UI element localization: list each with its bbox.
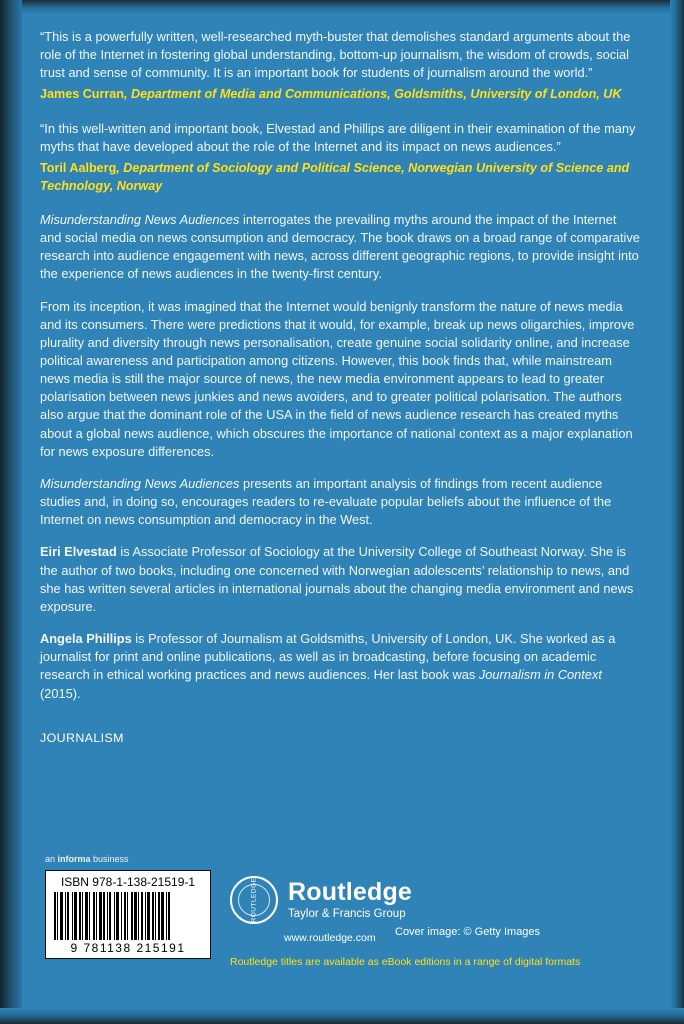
author-bio-text-2b: (2015). [40,685,81,701]
cover-text-content [40,28,640,745]
blurb-text-2: From its inception, it was imagined that the Internet would benignly transform the nature of news media and its consumers. There were predictions that it would, for example, break up news oligarchies, improve plurality and diversity through news personalisation, create genuine social solidarity online, and increase political awareness and participation among citizens. However, this book finds that, while mainstream news media is still the major source of news, the new media environment appears to lead to greater polarisation between news junkies and news avoiders, and to greater political polarisation. The authors also argue that the dominant role of the USA in the field of news audience research has created myths about a global news audience, which obscures the importance of national context as a major explanation for news exposure differences. [40,298,635,459]
author-book-title: Journalism in Context [478,667,602,683]
author-bio-text-1: is Associate Professor of Sociology at the University College of Southeast Norway. She is the author of two books, including one concerned with Norwegian adolescents’ relationship to news, and she has written several articles in international journals about the changing media environment and news exposure. [40,544,634,614]
scan-edge-right [670,0,684,1024]
author-bio-2 [40,630,640,703]
informa-prefix: an [45,854,58,864]
author-name-1: Eiri Elvestad [40,544,117,560]
author-bio-1 [40,543,640,616]
book-title-mention-2: Misunderstanding News Audiences [40,475,240,491]
endorser-name-1: James Curran [40,87,124,102]
ebook-availability-note: Routledge titles are available as eBook editions in a range of digital formats [230,956,581,968]
isbn-barcode-block [45,870,211,959]
routledge-logo-text: ROUTLEDGE [250,877,258,923]
endorser-role-2: , Department of Sociology and Political Science, Norwegian University of Science and Technology, Norway [40,161,630,193]
endorser-name-2: Toril Aalberg [40,161,117,176]
informa-brand: informa [57,854,91,864]
scan-edge-top [0,0,684,14]
author-bio-text-2a: is Professor of Journalism at Goldsmiths, University of London, UK. She worked as a journalist for print and online publications, as well as in broadcasting, before focusing on academic research in ethical working practices and news audiences. Her last book was [40,631,616,683]
blurb-text-3: presents an important analysis of findings from recent audience studies and, in doing so, encourages readers to re-evaluate popular beliefs about the influence of the Internet on news consumption and democracy in the West. [40,475,612,528]
informa-business-line [45,854,129,864]
blurb-text-1: interrogates the prevailing myths around the impact of the Internet and social media on news consumption and democracy. The book draws on a broad range of comparative research into audience engagement with news, across different geographic regions, to provide insight into the experience of news audiences in the twenty-first century. [40,211,640,282]
publisher-name: Routledge [288,878,413,906]
endorser-role-1: , Department of Media and Communications, Goldsmiths, University of London, UK [124,87,622,102]
blurb-paragraph-1 [40,211,640,284]
book-title-mention-1: Misunderstanding News Audiences [40,211,240,227]
scan-edge-left [0,0,22,1024]
cover-image-credit: Cover image: © Getty Images [395,926,541,938]
endorsement-quote-2: “In this well-written and important book, Elvestad and Phillips are diligent in their examination of the many myths that have developed about the role of the Internet and its impact on news audiences.” [40,120,636,154]
author-name-2: Angela Phillips [40,631,132,647]
endorsement-attribution-1 [40,86,640,103]
blurb-paragraph-3 [40,475,640,529]
endorsement-quote-1: “This is a powerfully written, well-researched myth-buster that demolishes standard arguments about the role of the Internet in fostering global understanding, bottom-up journalism, the wisdom of crowds, social trust and sense of community. It is an important book for students of journalism around the world.” [40,29,631,81]
publisher-imprint: Taylor & Francis Group [288,908,406,920]
barcode-bars [54,892,202,940]
isbn-text: ISBN 978-1-138-21519-1 [60,875,196,889]
subject-category: JOURNALISM [40,730,124,745]
informa-suffix: business [90,854,129,864]
scan-edge-bottom [0,1008,684,1024]
routledge-logo-icon [230,876,278,924]
barcode-digits: 9 781138 215191 [70,941,186,955]
cover-footer [40,854,644,988]
blurb-paragraph-2 [40,298,640,461]
publisher-url[interactable]: www.routledge.com [284,932,376,944]
endorsement-attribution-2 [40,160,640,195]
